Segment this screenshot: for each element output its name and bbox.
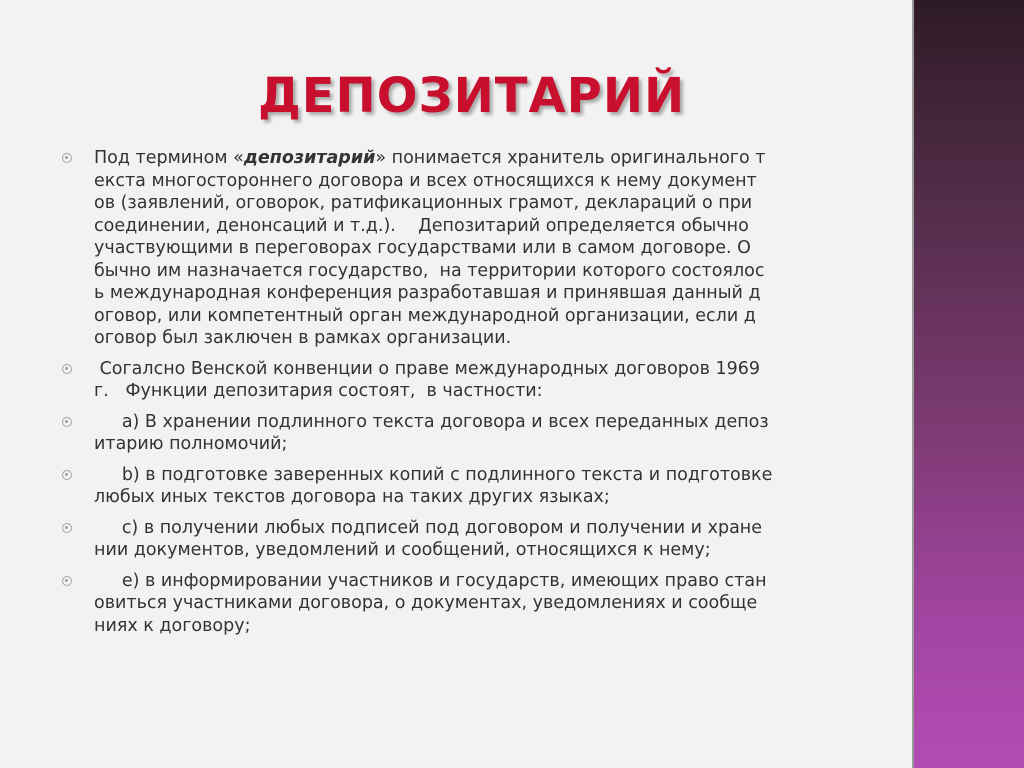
bullet-item-a (60, 411, 860, 456)
text-line: ниях к договору; (94, 615, 251, 636)
circle-bullet-icon (62, 364, 72, 374)
circle-bullet-icon (62, 153, 72, 163)
text-line: бычно им назначается государство, на территории которого состоялос (94, 260, 765, 281)
text-line: ь международная конференция разработавшая и принявшая данный д (94, 283, 761, 303)
circle-bullet-icon (62, 576, 72, 586)
circle-bullet-icon (62, 523, 72, 533)
text-line: ов (заявлений, оговорок, ратификационных грамот, деклараций о при (94, 193, 753, 213)
bullet-item-c (60, 517, 860, 562)
text-line: Согалсно Венской конвенции о праве международных договоров 1969 (94, 358, 761, 379)
circle-bullet-icon (62, 417, 72, 427)
text-line: г. Функции депозитария состоят, в частности: (94, 381, 543, 401)
bullet-list (60, 147, 860, 645)
accent-side-bar (914, 0, 1024, 768)
text-line: овиться участниками договора, о документах, уведомлениях и сообще (94, 593, 758, 613)
text-line: а) В хранении подлинного текста договора и всех переданных депоз (94, 411, 769, 432)
text-line: екста многостороннего договора и всех относящихся к нему документ (94, 170, 757, 191)
bullet-item-definition (60, 147, 860, 350)
text-line: итарию полномочий; (94, 434, 288, 454)
bullet-item-b (60, 464, 860, 509)
bullet-item-vienna-convention (60, 358, 860, 403)
text-line: оговор, или компетентный орган международной организации, если д (94, 305, 756, 326)
text-run: Под термином « (94, 148, 244, 168)
emphasized-term: депозитарий (243, 148, 376, 168)
text-line: нии документов, уведомлений и сообщений, относящихся к нему; (94, 540, 711, 560)
bullet-item-e (60, 570, 860, 638)
text-run: » понимается хранитель оригинального т (375, 148, 766, 168)
circle-bullet-icon (62, 470, 72, 480)
text-line: оговор был заключен в рамках организации. (94, 328, 512, 348)
text-line: c) в получении любых подписей под договором и получении и хране (94, 517, 763, 538)
text-line: участвующими в переговорах государствами или в самом договоре. О (94, 238, 751, 258)
text-line: e) в информировании участников и государств, имеющих право стан (94, 570, 767, 591)
text-line: любых иных текстов договора на таких других языках; (94, 487, 610, 507)
text-line: соединении, денонсаций и т.д.). Депозитарий определяется обычно (94, 215, 749, 236)
text-line: b) в подготовке заверенных копий с подлинного текста и подготовке (94, 464, 773, 485)
slide-title: ДЕПОЗИТАРИЙ (258, 68, 686, 124)
text-line (94, 147, 860, 170)
